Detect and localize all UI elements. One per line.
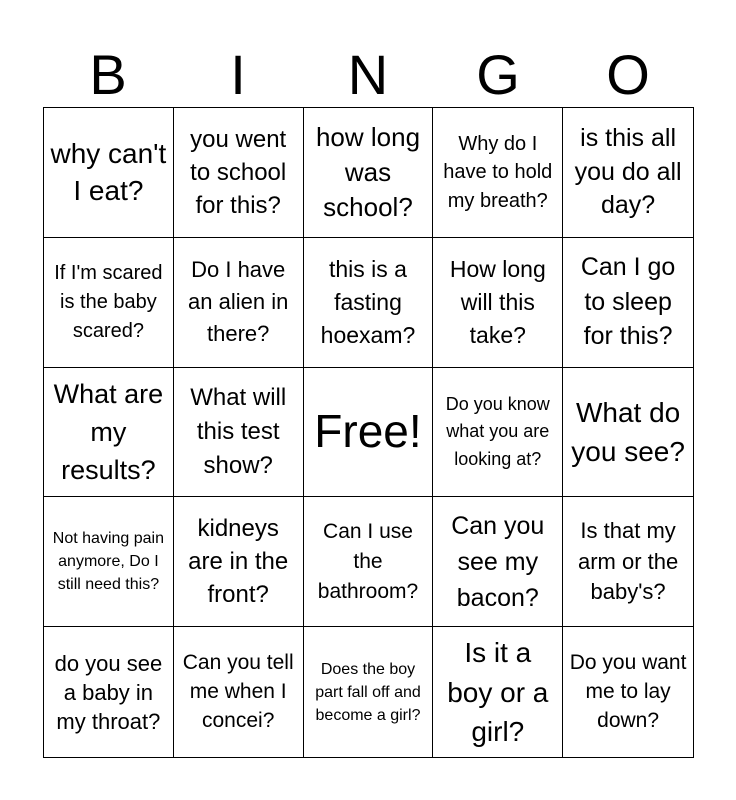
bingo-grid (43, 107, 694, 758)
bingo-cell[interactable]: kidneys are in the front? (174, 497, 304, 627)
bingo-cell[interactable]: Do you want me to lay down? (569, 650, 687, 732)
bingo-cell[interactable]: is this all you do all day? (563, 108, 693, 238)
bingo-cell[interactable]: What do you see? (563, 368, 693, 498)
bingo-header (43, 42, 693, 108)
bingo-cell[interactable]: you went to school for this? (174, 108, 304, 238)
bingo-cell[interactable]: how long was school? (304, 108, 434, 238)
bingo-cell[interactable]: If I'm scared is the baby scared? (44, 238, 174, 368)
bingo-cell[interactable]: Can you see my bacon? (433, 497, 563, 627)
bingo-cell[interactable]: How long will this take? (433, 238, 563, 368)
bingo-cell[interactable]: Do I have an alien in there? (174, 238, 304, 368)
bingo-cell[interactable]: Can I use the bathroom? (304, 497, 434, 627)
bingo-cell[interactable]: Can I go to sleep for this? (563, 238, 693, 368)
bingo-cell[interactable]: What are my results? (44, 368, 174, 498)
bingo-cell[interactable]: What will this test show? (174, 368, 304, 498)
bingo-cell[interactable]: Not having pain anymore, Do I still need this? (44, 497, 174, 627)
header-letter-i: I (230, 43, 246, 106)
bingo-cell[interactable]: Can you tell me when I concei? (174, 627, 304, 757)
bingo-cell[interactable]: this is a fasting hoexam? (304, 238, 434, 368)
bingo-cell[interactable]: Do you know what you are looking at? (433, 368, 563, 498)
bingo-cell[interactable]: Does the boy part fall off and become a girl? (304, 627, 434, 757)
bingo-cell[interactable]: why can't I eat? (44, 108, 174, 238)
header-letter-n: N (347, 43, 389, 106)
header-letter-g: G (476, 43, 520, 106)
bingo-cell[interactable]: Is that my arm or the baby's? (563, 497, 693, 627)
bingo-cell-free[interactable]: Free! (304, 368, 434, 498)
header-letter-o: O (606, 43, 650, 106)
header-letter-b: B (89, 43, 127, 106)
bingo-cell[interactable]: Why do I have to hold my breath? (433, 108, 563, 238)
bingo-cell[interactable]: do you see a baby in my throat? (44, 627, 174, 757)
bingo-cell[interactable]: Is it a boy or a girl? (433, 627, 563, 757)
